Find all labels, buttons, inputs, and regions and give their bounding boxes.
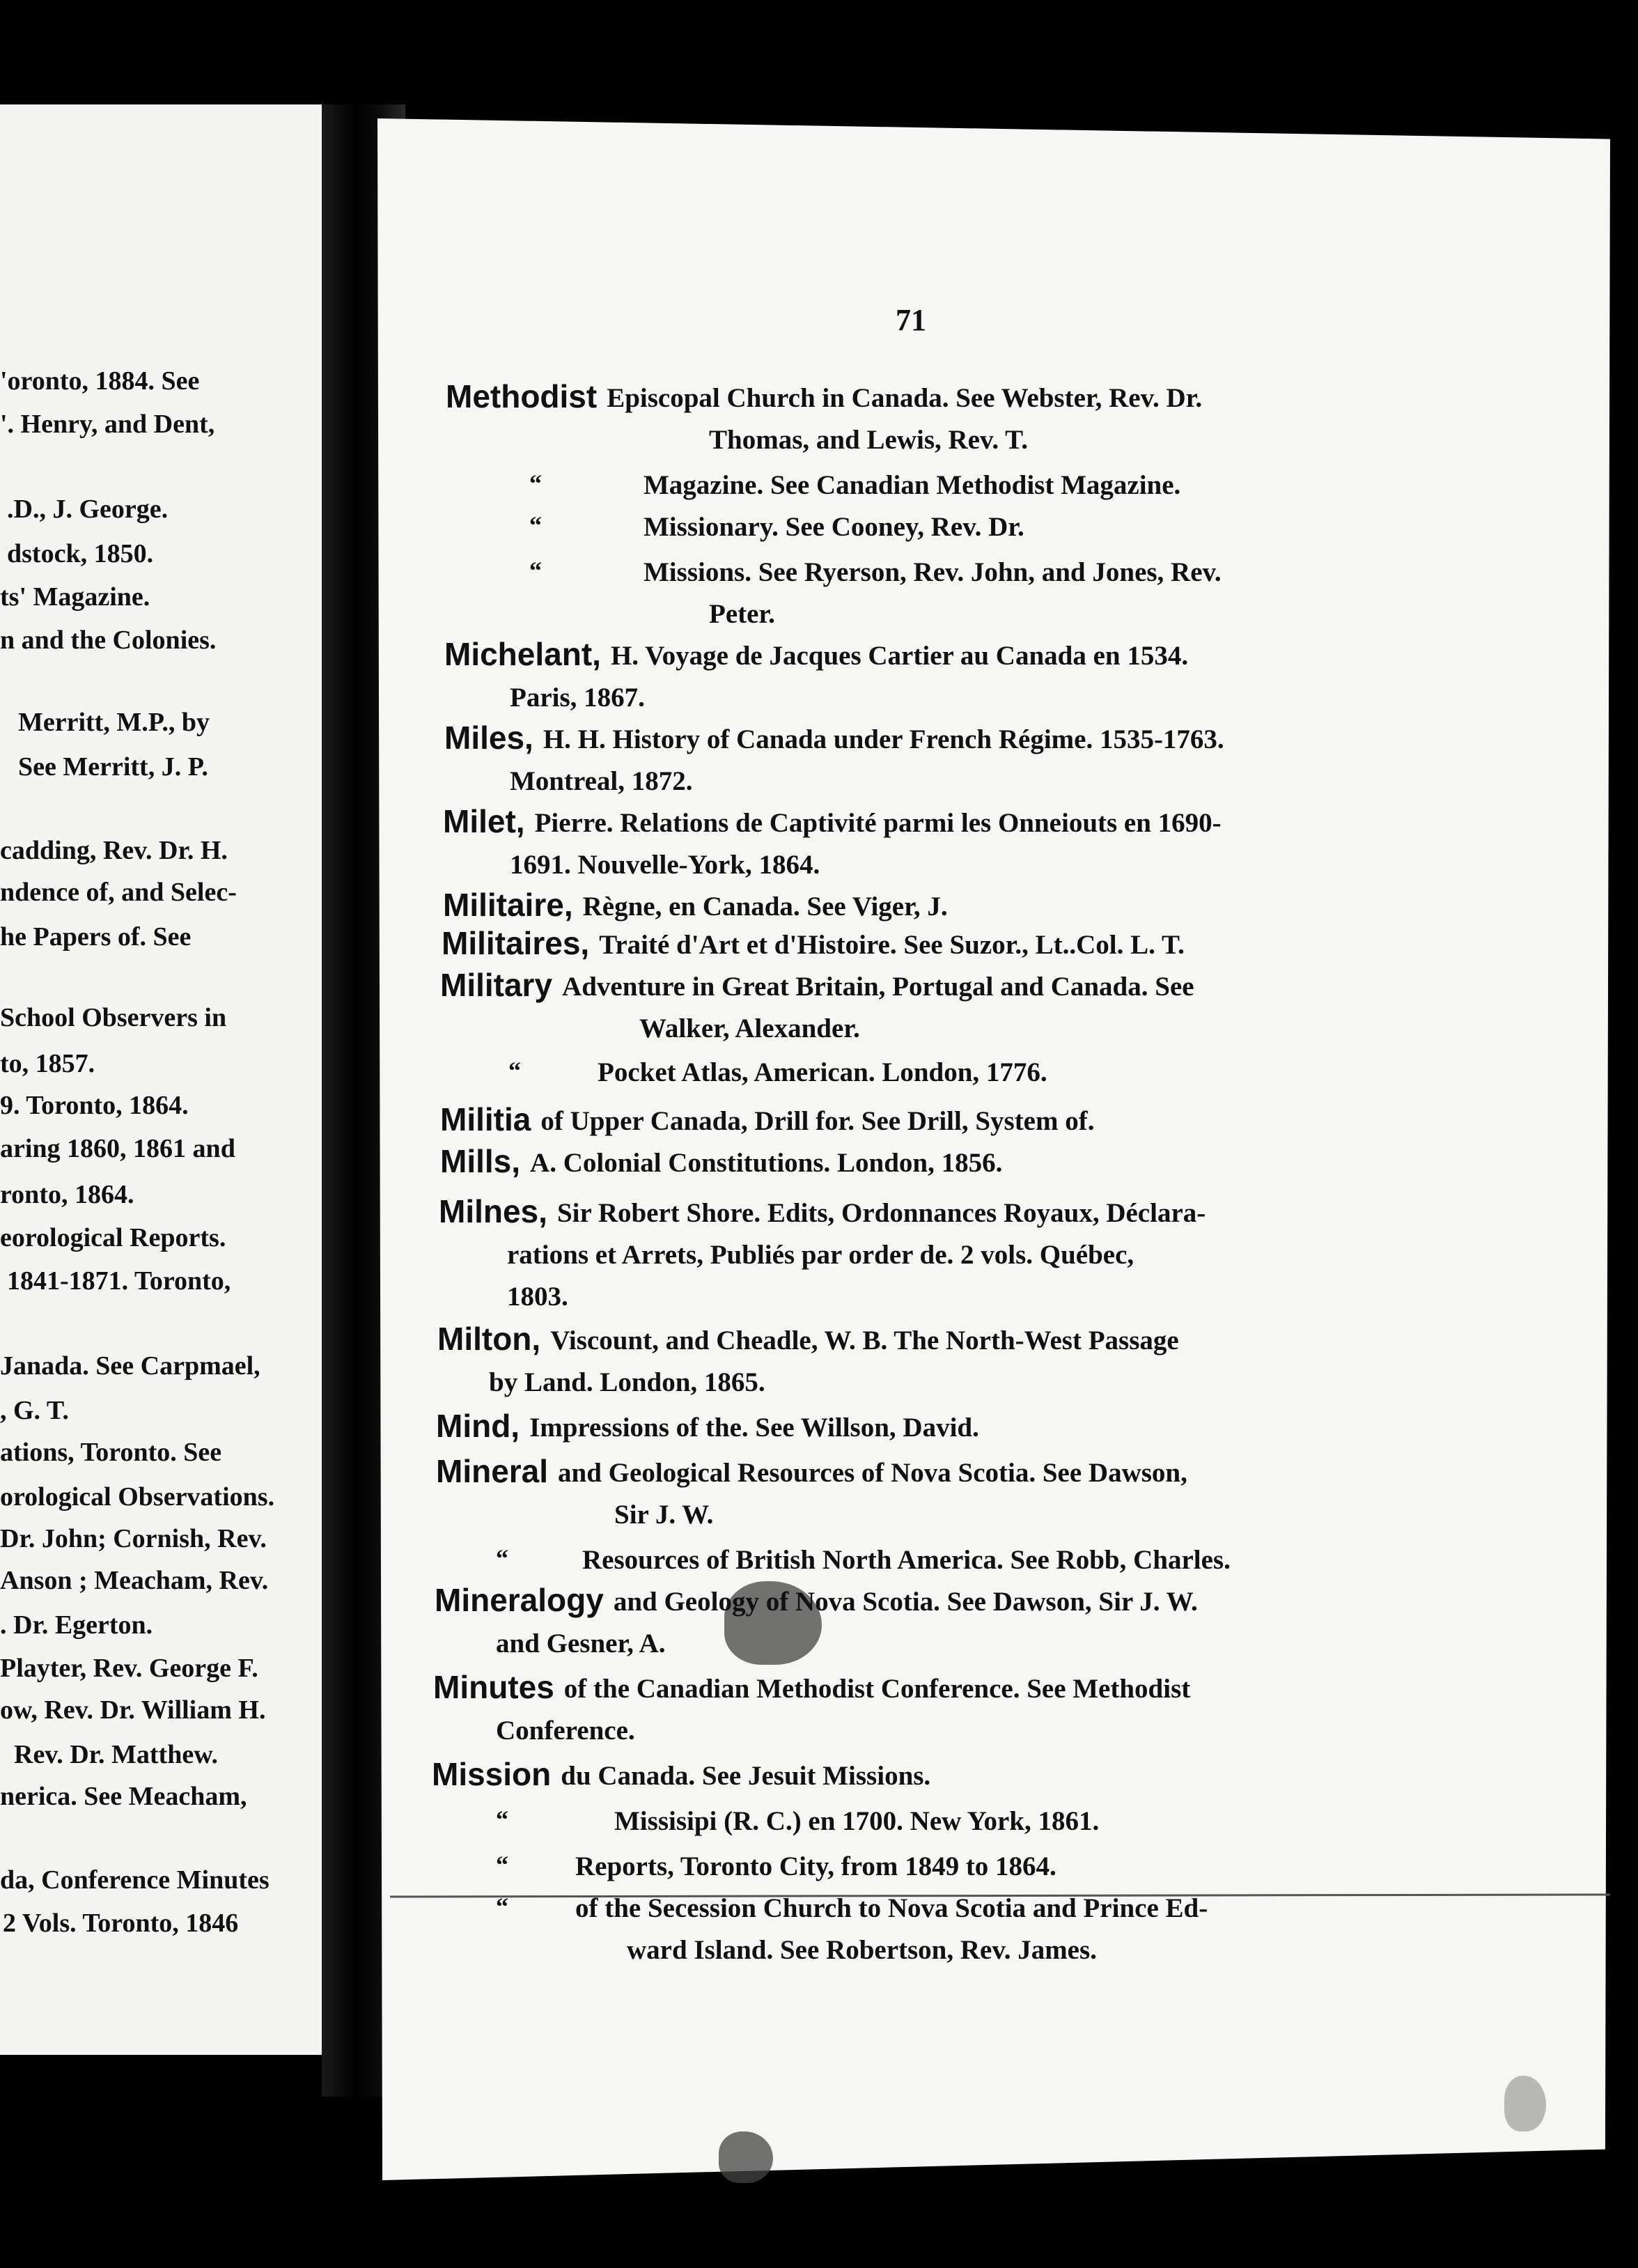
- entry-text: Traité d'Art et d'Histoire. See Suzor., Lt..Col. L. T.: [599, 930, 1185, 960]
- entry-continuation: by Land. London, 1865.: [489, 1367, 765, 1397]
- ditto-mark: “: [529, 511, 542, 539]
- left-page-line: he Papers of. See: [0, 922, 192, 952]
- entry-continuation: Montreal, 1872.: [510, 766, 693, 796]
- entry-heading: Militaires,: [442, 925, 590, 961]
- entry-heading: Mineral: [436, 1453, 549, 1489]
- left-page-line: ts' Magazine.: [0, 582, 150, 612]
- left-page-line: ronto, 1864.: [0, 1180, 134, 1209]
- entry-continuation: ward Island. See Robertson, Rev. James.: [627, 1935, 1097, 1965]
- entry-heading: Mills,: [440, 1143, 521, 1179]
- entry-continuation: 1803.: [507, 1282, 568, 1312]
- left-page-line: da, Conference Minutes: [0, 1865, 270, 1895]
- entry-text: Impressions of the. See Willson, David.: [529, 1413, 979, 1443]
- left-page-line: See Merritt, J. P.: [18, 752, 208, 782]
- entry-text: Resources of British North America. See Robb, Charles.: [582, 1545, 1231, 1575]
- left-page-line: . Dr. Egerton.: [0, 1610, 153, 1640]
- entry-text: Magazine. See Canadian Methodist Magazine.: [644, 470, 1181, 500]
- entry-heading: Milton,: [437, 1321, 541, 1357]
- left-page-line: orological Observations.: [0, 1482, 275, 1512]
- left-page-line: ations, Toronto. See: [0, 1438, 222, 1467]
- ditto-mark: “: [496, 1805, 508, 1833]
- entry-heading: Methodist: [446, 378, 598, 414]
- left-page-line: .D., J. George.: [7, 495, 169, 524]
- left-page-line: 2 Vols. Toronto, 1846: [3, 1909, 239, 1938]
- entry-text: H. H. History of Canada under French Régime. 1535-1763.: [543, 724, 1224, 754]
- entry-text: Règne, en Canada. See Viger, J.: [582, 892, 948, 922]
- entry-continuation: Paris, 1867.: [510, 683, 645, 713]
- entry-text: Adventure in Great Britain, Portugal and Canada. See: [562, 972, 1194, 1002]
- entry-continuation: 1691. Nouvelle-York, 1864.: [510, 850, 820, 880]
- entry-heading: Miles,: [444, 720, 533, 756]
- entry-continuation: and Gesner, A.: [496, 1629, 666, 1659]
- ditto-mark: “: [496, 1544, 508, 1572]
- page-number: 71: [896, 303, 926, 337]
- entry-heading: Milnes,: [439, 1193, 547, 1229]
- entry-heading: Milet,: [443, 803, 525, 839]
- entry-text: of the Secession Church to Nova Scotia and Prince Ed-: [575, 1893, 1208, 1923]
- entry-heading: Michelant,: [444, 636, 601, 672]
- entry-text: H. Voyage de Jacques Cartier au Canada en 1534.: [610, 641, 1189, 671]
- entry-text: du Canada. See Jesuit Missions.: [561, 1761, 931, 1791]
- paper-stain: [719, 2131, 773, 2183]
- ditto-mark: “: [529, 557, 542, 584]
- left-page-line: aring 1860, 1861 and: [0, 1134, 235, 1163]
- entry-heading: Mission: [432, 1756, 552, 1792]
- entry-continuation: Sir J. W.: [614, 1500, 714, 1530]
- left-page-line: 'oronto, 1884. See: [0, 366, 200, 396]
- left-page-line: 1841-1871. Toronto,: [7, 1266, 231, 1296]
- left-page-line: Janada. See Carpmael,: [0, 1351, 260, 1381]
- left-page-line: dstock, 1850.: [7, 539, 154, 568]
- entry-heading: Minutes: [433, 1669, 554, 1705]
- left-page-line: '. Henry, and Dent,: [0, 410, 215, 439]
- entry-text: Pierre. Relations de Captivité parmi les Onneiouts en 1690-: [534, 808, 1222, 838]
- entry-continuation: Thomas, and Lewis, Rev. T.: [709, 425, 1028, 455]
- left-page-line: 9. Toronto, 1864.: [0, 1091, 189, 1120]
- entry-heading: Mineralogy: [435, 1582, 604, 1618]
- left-page-line: Dr. John; Cornish, Rev.: [0, 1524, 267, 1553]
- left-page-line: Rev. Dr. Matthew.: [14, 1740, 219, 1769]
- entry-text: Episcopal Church in Canada. See Webster, Rev. Dr.: [607, 383, 1203, 413]
- entry-heading: Military: [440, 967, 553, 1003]
- entry-text: Reports, Toronto City, from 1849 to 1864.: [575, 1851, 1056, 1881]
- entry-continuation: Conference.: [496, 1716, 635, 1746]
- entry-text: Missisipi (R. C.) en 1700. New York, 1861.: [614, 1806, 1100, 1836]
- entry-text: and Geology of Nova Scotia. See Dawson, Sir J. W.: [613, 1587, 1198, 1617]
- ditto-mark: “: [496, 1851, 508, 1879]
- ditto-mark: “: [496, 1893, 508, 1920]
- left-page-line: n and the Colonies.: [0, 626, 217, 655]
- left-page-line: nerica. See Meacham,: [0, 1782, 247, 1811]
- entry-text: A. Colonial Constitutions. London, 1856.: [530, 1148, 1003, 1178]
- left-page-line: ow, Rev. Dr. William H.: [0, 1695, 266, 1725]
- entry-continuation: Walker, Alexander.: [639, 1013, 860, 1043]
- entry-continuation: Peter.: [709, 599, 775, 629]
- left-page-line: to, 1857.: [0, 1049, 95, 1078]
- left-page-line: Anson ; Meacham, Rev.: [0, 1566, 269, 1595]
- left-page-line: ndence of, and Selec-: [0, 878, 237, 907]
- left-page-line: Playter, Rev. George F.: [0, 1654, 258, 1683]
- left-page-line: , G. T.: [0, 1396, 69, 1425]
- ditto-mark: “: [529, 469, 542, 497]
- entry-text: Sir Robert Shore. Edits, Ordonnances Royaux, Déclara-: [556, 1198, 1206, 1228]
- entry-text: Missionary. See Cooney, Rev. Dr.: [644, 512, 1024, 542]
- paper-stain: [1504, 2076, 1546, 2131]
- entry-continuation: rations et Arrets, Publiés par order de. 2 vols. Québec,: [507, 1240, 1134, 1270]
- entry-heading: Militia: [440, 1101, 531, 1137]
- entry-heading: Mind,: [436, 1408, 520, 1444]
- left-page-line: Merritt, M.P., by: [18, 708, 210, 737]
- entry-text: Pocket Atlas, American. London, 1776.: [598, 1057, 1047, 1087]
- left-page-line: cadding, Rev. Dr. H.: [0, 836, 228, 865]
- entry-text: of Upper Canada, Drill for. See Drill, System of.: [540, 1106, 1095, 1136]
- entry-text: of the Canadian Methodist Conference. See Methodist: [563, 1674, 1191, 1704]
- left-page-line: School Observers in: [0, 1003, 227, 1032]
- left-page-line: eorological Reports.: [0, 1223, 226, 1252]
- ditto-mark: “: [508, 1057, 521, 1085]
- entry-heading: Militaire,: [443, 887, 573, 923]
- entry-text: Missions. See Ryerson, Rev. John, and Jones, Rev.: [644, 557, 1222, 587]
- entry-text: Viscount, and Cheadle, W. B. The North-West Passage: [550, 1326, 1179, 1356]
- entry-text: and Geological Resources of Nova Scotia. See Dawson,: [558, 1458, 1187, 1488]
